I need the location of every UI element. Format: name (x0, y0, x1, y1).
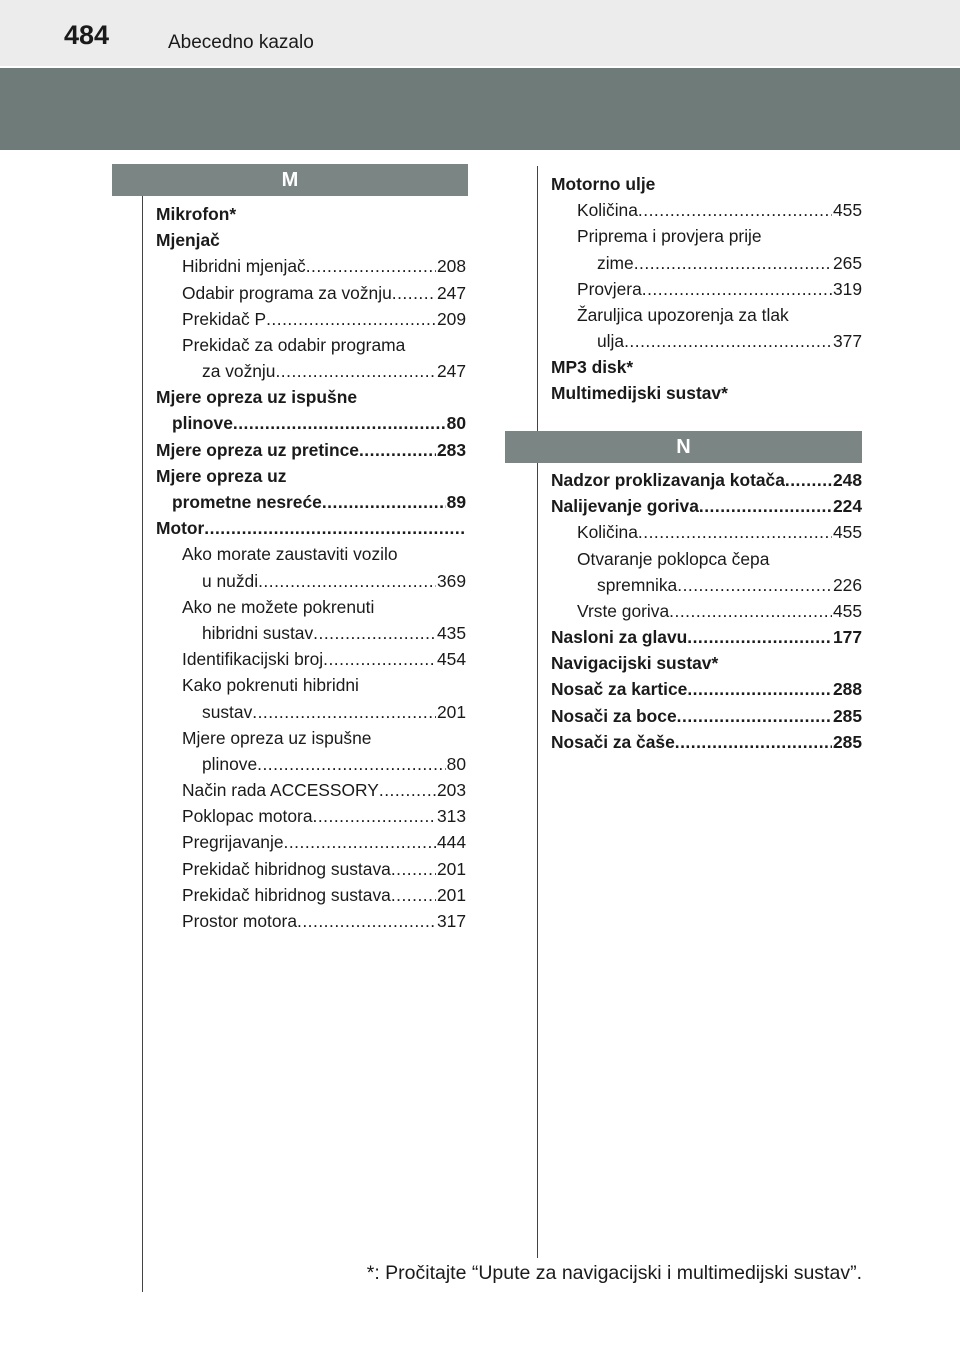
index-entry (156, 777, 466, 803)
index-entry (156, 568, 466, 594)
index-entry (156, 411, 466, 437)
index-entry-leader (624, 328, 832, 354)
index-entry (551, 572, 862, 598)
index-entry-text: Nadzor proklizavanja kotača (551, 469, 785, 490)
index-entry (156, 594, 466, 620)
index-entry-leader (687, 676, 832, 702)
index-entry-leader (297, 908, 436, 934)
index-entry-leader (642, 276, 832, 302)
index-entry (156, 437, 466, 463)
index-entry-page: 226 (832, 574, 862, 595)
index-entry-leader (204, 515, 465, 541)
index-entry-text: Mikrofon* (156, 203, 237, 224)
index-entry-page: 454 (436, 649, 466, 670)
index-entry-page: 248 (832, 469, 862, 490)
index-entry (156, 515, 466, 541)
index-entry-text: prometne nesreće (172, 492, 322, 513)
index-entry (551, 493, 862, 519)
index-entry-page: 319 (832, 278, 862, 299)
index-entry-text: Mjenjač (156, 230, 220, 251)
index-entry-leader (391, 882, 436, 908)
index-entry (156, 830, 466, 856)
index-entry-text: Pregrijavanje (182, 832, 284, 853)
index-entry-page: 369 (436, 570, 466, 591)
index-entry (551, 354, 862, 380)
index-entry (551, 546, 862, 572)
index-entry-page: 313 (436, 806, 466, 827)
index-entry-text: Motor (156, 518, 205, 539)
index-entry-page: 201 (436, 884, 466, 905)
index-entry-text: Količina (577, 522, 638, 543)
index-column-right-n (551, 467, 862, 755)
index-entry (156, 358, 466, 384)
index-entry-text: Ako ne možete pokrenuti (182, 596, 375, 617)
index-entry-page: 208 (436, 256, 466, 277)
index-entry-text: MP3 disk* (551, 357, 634, 378)
index-entry-page: 285 (832, 731, 862, 752)
column-divider-right (537, 166, 538, 1258)
index-entry (551, 677, 862, 703)
index-entry-leader (677, 572, 832, 598)
index-entry-text: Način rada ACCESSORY (182, 780, 379, 801)
index-entry-text: Nalijevanje goriva (551, 496, 699, 517)
index-column-right-m (551, 171, 862, 407)
index-entry (551, 171, 862, 197)
index-entry-page: 201 (436, 858, 466, 879)
index-entry-page: 201 (436, 701, 466, 722)
index-entry-text: Prostor motora (182, 911, 298, 932)
index-entry (156, 751, 466, 777)
index-entry (156, 332, 466, 358)
index-entry-text: Otvaranje poklopca čepa (577, 548, 770, 569)
index-entry-text: Mjere opreza uz ispušne (156, 387, 358, 408)
index-entry-leader (257, 751, 446, 777)
index-entry-page: 177 (832, 627, 862, 648)
index-entry-page: 435 (436, 622, 466, 643)
index-entry-text: plinove (202, 753, 258, 774)
index-entry-text: Žaruljica upozorenja za tlak (577, 304, 789, 325)
header-banner (0, 68, 960, 150)
index-entry-page: 455 (832, 600, 862, 621)
index-entry (156, 306, 466, 332)
index-entry-leader (677, 703, 832, 729)
index-entry (156, 384, 466, 410)
index-entry-leader (313, 803, 436, 829)
index-entry-leader (675, 729, 832, 755)
index-column-left (156, 201, 466, 934)
index-entry (156, 699, 466, 725)
index-entry (551, 650, 862, 676)
index-entry (551, 381, 862, 407)
index-entry-text: u nuždi (202, 570, 259, 591)
index-entry (156, 201, 466, 227)
index-entry-leader (266, 306, 436, 332)
index-entry-page: 80 (446, 413, 466, 434)
index-entry-text: Mjere opreza uz ispušne (182, 727, 372, 748)
index-entry-leader (638, 197, 832, 223)
index-entry-leader (252, 699, 436, 725)
index-entry-leader (233, 410, 446, 436)
index-entry-page: 224 (832, 496, 862, 517)
index-entry-text: Nasloni za glavu (551, 627, 688, 648)
index-entry-text: zime (597, 252, 634, 273)
index-entry (551, 276, 862, 302)
index-entry-leader (275, 358, 436, 384)
index-entry (551, 467, 862, 493)
index-entry-leader (391, 856, 436, 882)
index-entry (156, 227, 466, 253)
index-entry-page: 455 (832, 200, 862, 221)
section-header-n: N (505, 431, 862, 463)
index-entry-page: 247 (436, 282, 466, 303)
index-entry-leader (379, 777, 436, 803)
index-entry (156, 489, 466, 515)
index-entry-text: Odabir programa za vožnju (182, 282, 392, 303)
index-entry (551, 328, 862, 354)
index-entry (551, 598, 862, 624)
index-entry-page: 317 (436, 911, 466, 932)
index-entry-text: Provjera (577, 278, 642, 299)
index-entry-text: Multimedijski sustav* (551, 383, 728, 404)
index-entry-text: Hibridni mjenjač (182, 256, 306, 277)
index-entry (551, 302, 862, 328)
index-entry-page: 89 (446, 492, 466, 513)
index-entry-page: 265 (832, 252, 862, 273)
index-entry-text: Mjere opreza uz (156, 465, 287, 486)
index-entry-page: 288 (832, 679, 862, 700)
index-entry (551, 223, 862, 249)
column-divider-left (142, 196, 143, 1292)
index-entry-text: Prekidač P (182, 308, 267, 329)
index-entry-text: Prekidač za odabir programa (182, 334, 406, 355)
index-entry-leader (323, 646, 436, 672)
index-entry-page: 455 (832, 522, 862, 543)
index-entry-text: Poklopac motora (182, 806, 313, 827)
index-entry (156, 463, 466, 489)
index-entry-text: ulja (597, 331, 625, 352)
index-entry (551, 703, 862, 729)
index-entry-text: za vožnju (202, 361, 276, 382)
index-entry-leader (392, 280, 436, 306)
index-entry-leader (258, 568, 436, 594)
index-entry-text: sustav (202, 701, 253, 722)
index-entry-leader (699, 493, 832, 519)
index-entry-text: Nosači za boce (551, 705, 677, 726)
index-entry-text: hibridni sustav (202, 622, 314, 643)
index-entry-text: Kako pokrenuti hibridni (182, 675, 359, 696)
page-header (0, 0, 960, 66)
index-entry-leader (313, 620, 436, 646)
index-entry-page: 285 (832, 705, 862, 726)
index-entry-text: Mjere opreza uz pretince (156, 439, 359, 460)
index-entry (551, 519, 862, 545)
index-entry (551, 250, 862, 276)
index-entry-text: Identifikacijski broj (182, 649, 324, 670)
index-entry (156, 882, 466, 908)
index-entry-text: Navigacijski sustav* (551, 653, 719, 674)
index-entry (156, 856, 466, 882)
index-entry-text: Nosač za kartice (551, 679, 688, 700)
section-header-m: M (112, 164, 468, 196)
index-entry-page: 283 (436, 439, 466, 460)
page-title: Abecedno kazalo (168, 32, 314, 53)
index-entry-leader (634, 250, 832, 276)
index-entry (156, 672, 466, 698)
index-entry-page: 203 (436, 780, 466, 801)
index-entry-text: Priprema i provjera prije (577, 226, 762, 247)
index-entry-text: Prekidač hibridnog sustava (182, 858, 391, 879)
page-number: 484 (64, 20, 110, 50)
index-entry (551, 197, 862, 223)
index-entry-leader (669, 598, 832, 624)
index-entry-leader (687, 624, 832, 650)
index-entry (156, 541, 466, 567)
index-entry-text: Ako morate zaustaviti vozilo (182, 544, 398, 565)
index-entry-leader (359, 437, 436, 463)
index-entry-page: 444 (436, 832, 466, 853)
index-entry-text: plinove (172, 413, 233, 434)
index-entry-text: Količina (577, 200, 638, 221)
index-entry-page: 80 (446, 753, 466, 774)
index-entry-leader (284, 829, 436, 855)
index-entry (156, 280, 466, 306)
index-entry-page: 377 (832, 331, 862, 352)
index-entry (156, 725, 466, 751)
index-entry-text: Prekidač hibridnog sustava (182, 884, 391, 905)
index-entry-text: Vrste goriva (577, 600, 670, 621)
index-entry-text: spremnika (597, 574, 678, 595)
index-entry-leader (638, 519, 832, 545)
index-entry-leader (785, 467, 832, 493)
index-entry (551, 729, 862, 755)
index-entry-leader (322, 489, 446, 515)
index-entry (156, 253, 466, 279)
index-entry (156, 803, 466, 829)
index-entry-text: Motorno ulje (551, 173, 656, 194)
index-entry (156, 908, 466, 934)
index-entry-page: 209 (436, 308, 466, 329)
index-entry-page: 247 (436, 361, 466, 382)
index-entry (156, 620, 466, 646)
index-entry-leader (306, 253, 436, 279)
footnote: *: Pročitajte “Upute za navigacijski i multimedijski sustav”. (366, 1262, 862, 1284)
index-entry (551, 624, 862, 650)
index-entry (156, 646, 466, 672)
index-entry-text: Nosači za čaše (551, 731, 675, 752)
